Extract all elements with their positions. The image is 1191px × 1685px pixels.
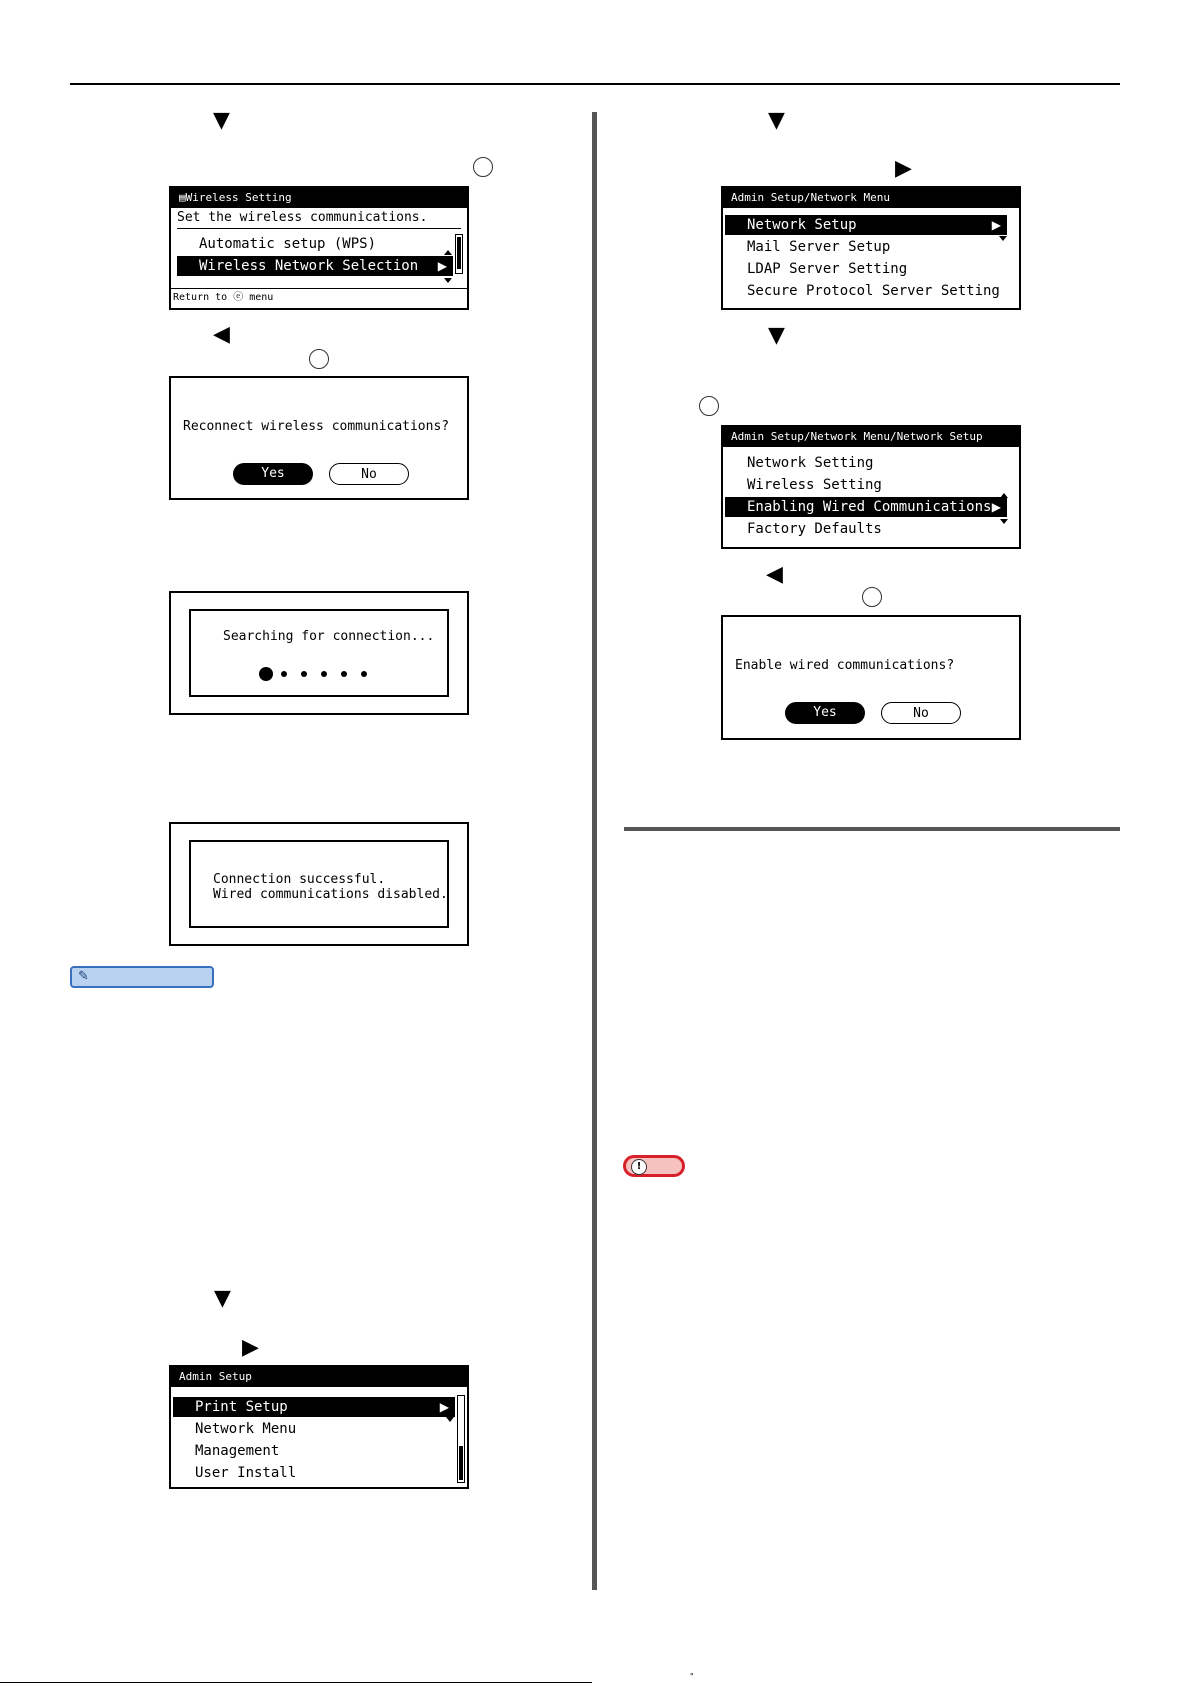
memo-badge: [70, 966, 214, 988]
right-arrow-icon: ▶: [437, 259, 447, 273]
right-arrow-icon: ▶: [439, 1400, 449, 1414]
right-arrow-icon: ▶: [991, 218, 1001, 232]
screen-footer: Return to ⓔ menu: [173, 292, 274, 303]
scrollbar[interactable]: [457, 1395, 465, 1483]
left-arrow-icon: ◀: [213, 322, 230, 347]
ok-button-icon: [862, 587, 882, 607]
connection-result-screen: [169, 822, 469, 946]
section-rule: [624, 827, 1120, 831]
screen-title: Admin Setup: [171, 1367, 467, 1387]
left-arrow-icon: ◀: [766, 562, 783, 587]
down-arrow-icon: ▼: [768, 108, 785, 133]
result-line-1: Connection successful.: [213, 872, 386, 887]
down-arrow-icon: ▼: [768, 323, 785, 348]
yes-button[interactable]: Yes: [233, 463, 313, 485]
searching-screen: [169, 591, 469, 715]
menu-item-user-install[interactable]: User Install: [195, 1465, 297, 1481]
no-button[interactable]: No: [329, 463, 409, 485]
menu-item-wps[interactable]: Automatic setup (WPS): [199, 236, 377, 252]
scrollbar[interactable]: [455, 234, 463, 274]
footer-mark: ": [690, 1672, 694, 1681]
scroll-down-icon: [1000, 519, 1008, 524]
scroll-up-icon: [444, 250, 452, 255]
wireless-icon: ▤: [179, 191, 186, 204]
dialog-message: Enable wired communications?: [735, 658, 955, 673]
ok-button-icon: [699, 396, 719, 416]
result-line-2: Wired communications disabled.: [213, 887, 448, 902]
right-arrow-icon: ▶: [242, 1335, 259, 1360]
network-setup-screen: [721, 425, 1021, 549]
scroll-up-icon: [1000, 493, 1008, 498]
progress-dot-active: [259, 667, 273, 681]
dialog-message: Reconnect wireless communications?: [183, 419, 450, 434]
scroll-thumb: [457, 237, 461, 269]
ok-button-icon: [473, 157, 493, 177]
menu-item-secure-protocol-server-setting[interactable]: Secure Protocol Server Setting: [747, 283, 1000, 299]
scroll-thumb: [459, 1446, 463, 1480]
screen-title: Admin Setup/Network Menu: [723, 188, 1019, 208]
admin-setup-screen: [169, 1365, 469, 1489]
right-arrow-icon: ▶: [895, 156, 912, 181]
screen-title: Admin Setup/Network Menu/Network Setup: [723, 427, 1019, 447]
wireless-setting-screen: [169, 186, 469, 310]
exclamation-icon: !: [631, 1159, 647, 1175]
header-rule: [70, 83, 1120, 85]
note-badge: [623, 1155, 685, 1177]
menu-item-mail-server-setup[interactable]: Mail Server Setup: [747, 239, 891, 255]
menu-item-enabling-wired-communications[interactable]: [725, 497, 1007, 517]
searching-message: Searching for connection...: [223, 629, 435, 644]
separator: [177, 228, 461, 229]
screen-subtitle: Set the wireless communications.: [177, 210, 428, 225]
message-box: [189, 840, 449, 928]
scroll-down-icon: [446, 1417, 454, 1422]
scroll-down-icon: [444, 278, 452, 283]
message-box: [189, 609, 449, 697]
down-arrow-icon: ▼: [214, 1286, 231, 1311]
progress-dot: [341, 671, 347, 677]
item-label: Enabling Wired Communications: [747, 499, 992, 515]
progress-dot: [361, 671, 367, 677]
down-arrow-icon: ▼: [213, 108, 230, 133]
menu-item-network-setup[interactable]: [725, 215, 1007, 235]
scroll-down-icon: [999, 236, 1007, 241]
menu-item-print-setup[interactable]: [173, 1397, 455, 1417]
menu-item-wireless-setting[interactable]: Wireless Setting: [747, 477, 882, 493]
screen-title: ▤Wireless Setting: [171, 188, 467, 208]
ok-button-icon: [309, 349, 329, 369]
progress-dot: [281, 671, 287, 677]
no-button[interactable]: No: [881, 702, 961, 724]
reconnect-dialog: [169, 376, 469, 500]
item-label: Wireless Network Selection: [199, 258, 419, 274]
yes-button[interactable]: Yes: [785, 702, 865, 724]
menu-item-management[interactable]: Management: [195, 1443, 280, 1459]
progress-dot: [301, 671, 307, 677]
pencil-icon: ✎: [78, 969, 89, 984]
right-arrow-icon: ▶: [991, 500, 1001, 514]
menu-item-network-menu[interactable]: Network Menu: [195, 1421, 297, 1437]
menu-item-wireless-network-selection[interactable]: [177, 256, 453, 276]
network-menu-screen: [721, 186, 1021, 310]
enable-wired-dialog: [721, 615, 1021, 740]
item-label: Network Setup: [747, 217, 857, 233]
item-label: Print Setup: [195, 1399, 288, 1415]
footer-rule: [0, 1682, 592, 1683]
progress-dot: [321, 671, 327, 677]
column-divider: [592, 112, 597, 1590]
menu-item-ldap-server-setting[interactable]: LDAP Server Setting: [747, 261, 908, 277]
menu-item-factory-defaults[interactable]: Factory Defaults: [747, 521, 882, 537]
menu-item-network-setting[interactable]: Network Setting: [747, 455, 874, 471]
